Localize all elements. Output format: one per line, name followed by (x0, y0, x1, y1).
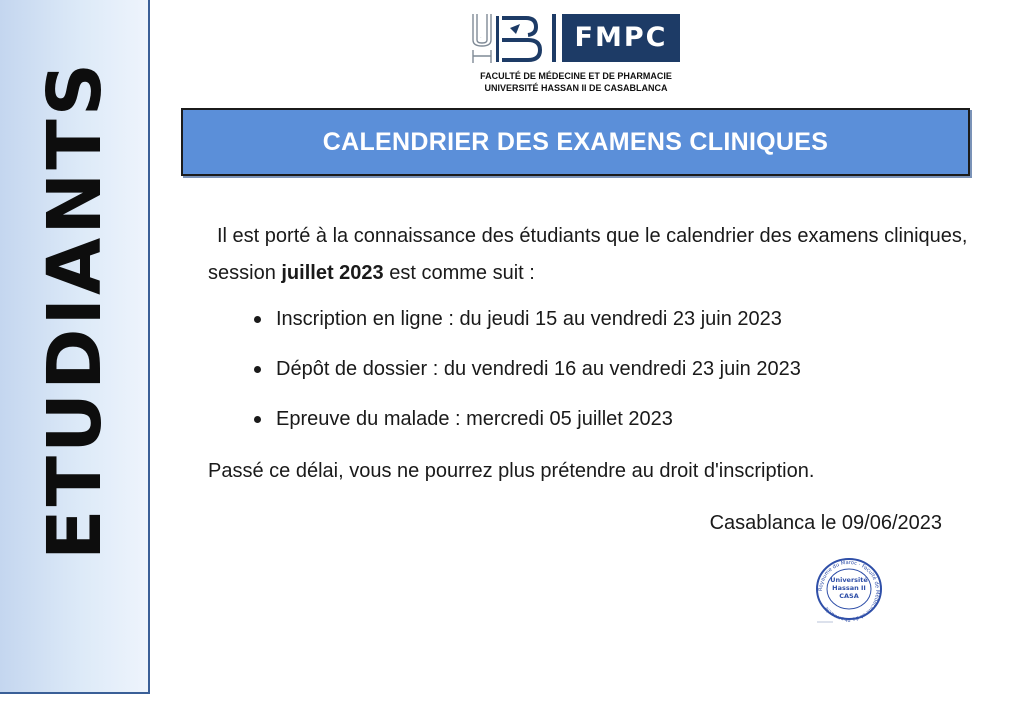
bullet-icon (254, 316, 261, 323)
stamp-line2: Hassan II (832, 584, 866, 592)
list-item (254, 352, 954, 402)
stamp-outer-text: Royaume du Maroc · Faculté de Médecine et de Pharmacie (817, 559, 881, 623)
logo-caption-line2: UNIVERSITÉ HASSAN II DE CASABLANCA (484, 83, 668, 93)
logo-mark-letters: UH (480, 38, 482, 39)
bullet-icon (254, 366, 261, 373)
place-date: Casablanca le 09/06/2023 (709, 512, 942, 534)
title-banner (181, 108, 970, 176)
stamp-line1: Université (830, 576, 868, 584)
list-item (254, 302, 954, 352)
side-banner (0, 0, 150, 694)
university-logo-mark-icon (470, 12, 546, 64)
stamp-line3: CASA (839, 592, 859, 600)
logo-divider (552, 14, 556, 62)
intro-text-start: Il est porté à la connaissance des étudiants que le calendrier des examens cliniques, session (208, 225, 968, 284)
page-title: CALENDRIER DES EXAMENS CLINIQUES (322, 127, 829, 156)
faculty-logo (470, 12, 682, 94)
list-item (254, 402, 954, 452)
logo-caption-line1: FACULTÉ DE MÉDECINE ET DE PHARMACIE (480, 71, 672, 81)
schedule-item-text: Inscription en ligne : du jeudi 15 au vendredi 23 juin 2023 (276, 308, 782, 330)
intro-session-bold: juillet 2023 (281, 262, 384, 284)
university-stamp-icon (811, 556, 887, 626)
logo-acronym: FMPC (562, 14, 680, 62)
schedule-item-text: Epreuve du malade : mercredi 05 juillet 2023 (276, 408, 673, 430)
bullet-icon (254, 416, 261, 423)
intro-paragraph (208, 218, 978, 292)
side-banner-label: ETUDIANTS (32, 59, 118, 561)
schedule-item-text: Dépôt de dossier : du vendredi 16 au vendredi 23 juin 2023 (276, 358, 801, 380)
logo-caption (460, 70, 692, 94)
schedule-list (254, 302, 954, 452)
intro-text-end: est comme suit : (383, 262, 535, 284)
closing-notice: Passé ce délai, vous ne pourrez plus prétendre au droit d'inscription. (208, 460, 815, 482)
